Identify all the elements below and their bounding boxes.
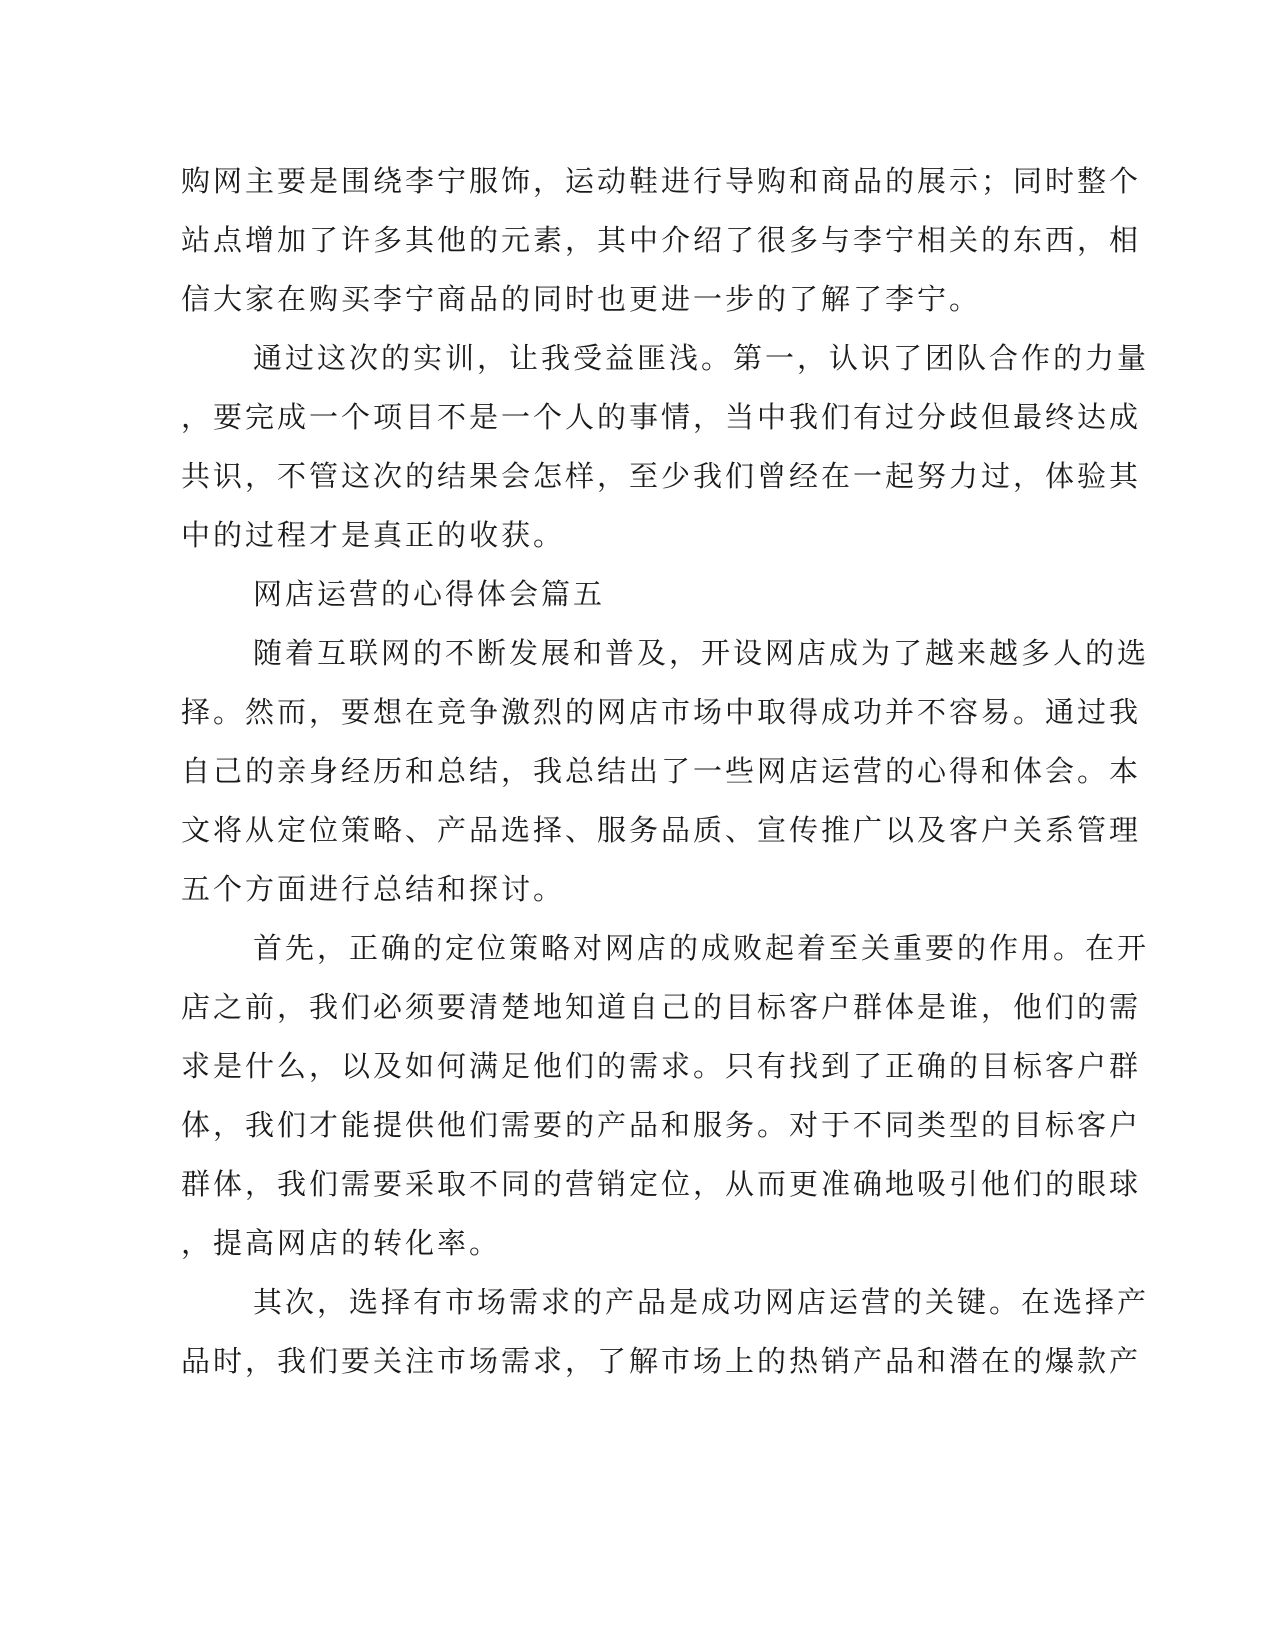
text-line: 其次，选择有市场需求的产品是成功网店运营的关键。在选择产: [253, 1285, 1150, 1319]
text-line: 购网主要是围绕李宁服饰，运动鞋进行导购和商品的展示；同时整个: [181, 164, 1142, 198]
text-line: 通过这次的实训，让我受益匪浅。第一，认识了团队合作的力量: [253, 341, 1150, 375]
text-line: 随着互联网的不断发展和普及，开设网店成为了越来越多人的选: [253, 636, 1150, 670]
text-line: 群体，我们需要采取不同的营销定位，从而更准确地吸引他们的眼球: [181, 1167, 1142, 1201]
text-line: ，提高网店的转化率。: [181, 1226, 502, 1260]
text-line: 择。然而，要想在竞争激烈的网店市场中取得成功并不容易。通过我: [181, 695, 1142, 729]
text-line: 五个方面进行总结和探讨。: [181, 872, 566, 906]
text-line: ，要完成一个项目不是一个人的事情，当中我们有过分歧但最终达成: [181, 400, 1142, 434]
text-line: 中的过程才是真正的收获。: [181, 518, 566, 552]
text-line: 共识，不管这次的结果会怎样，至少我们曾经在一起努力过，体验其: [181, 459, 1142, 493]
text-line: 文将从定位策略、产品选择、服务品质、宣传推广以及客户关系管理: [181, 813, 1142, 847]
text-line: 自己的亲身经历和总结，我总结出了一些网店运营的心得和体会。本: [181, 754, 1142, 788]
text-line: 品时，我们要关注市场需求，了解市场上的热销产品和潜在的爆款产: [181, 1344, 1142, 1378]
text-line: 信大家在购买李宁商品的同时也更进一步的了解了李宁。: [181, 282, 982, 316]
text-line: 求是什么，以及如何满足他们的需求。只有找到了正确的目标客户群: [181, 1049, 1142, 1083]
text-line: 首先，正确的定位策略对网店的成败起着至关重要的作用。在开: [253, 931, 1150, 965]
text-line: 体，我们才能提供他们需要的产品和服务。对于不同类型的目标客户: [181, 1108, 1142, 1142]
text-line: 站点增加了许多其他的元素，其中介绍了很多与李宁相关的东西，相: [181, 223, 1142, 257]
section-heading: 网店运营的心得体会篇五: [253, 577, 606, 611]
text-line: 店之前，我们必须要清楚地知道自己的目标客户群体是谁，他们的需: [181, 990, 1142, 1024]
